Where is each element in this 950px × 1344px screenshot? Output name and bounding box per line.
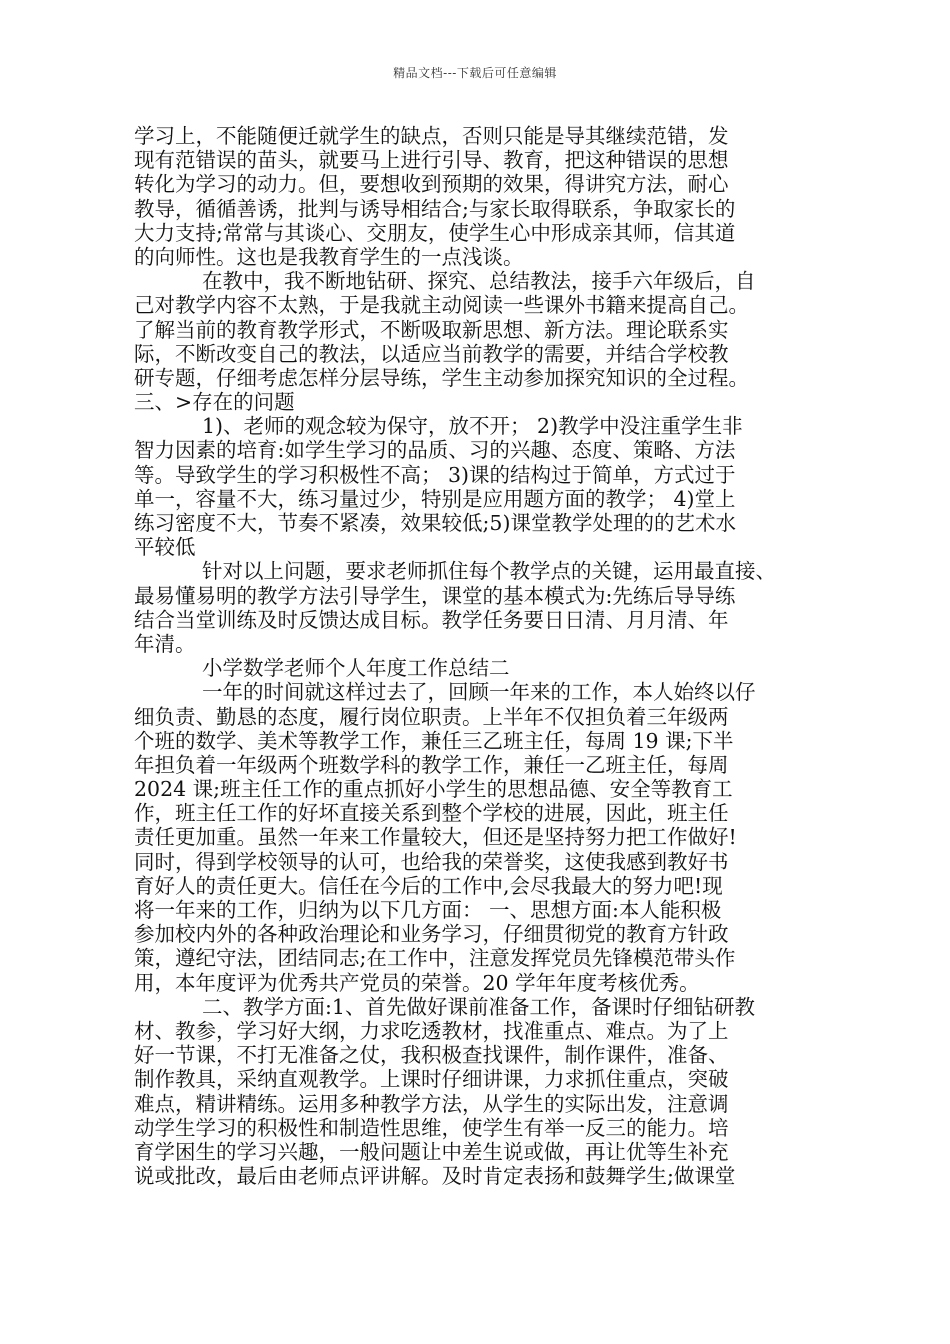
text-line: 2024 课;班主任工作的重点抓好小学生的思想品德、安全等教育工 [134, 777, 733, 802]
text-line: 策，遵纪守法，团结同志;在工作中，注意发挥党员先锋模范带头作 [134, 946, 736, 971]
text-line: 单一，容量不大，练习量过少，特别是应用题方面的教学； 4)堂上 [134, 486, 736, 511]
text-line: 细负责、勤恳的态度，履行岗位职责。上半年不仅担负着三年级两 [134, 704, 729, 729]
page-header: 精品文档---下载后可任意编辑 [393, 66, 557, 80]
text-line: 平较低 [134, 535, 196, 560]
text-line: 说或批改，最后由老师点评讲解。及时肯定表扬和鼓舞学生;做课堂 [134, 1164, 736, 1189]
text-line: 大力支持;常常与其谈心、交朋友，使学生心中形成亲其师，信其道 [134, 220, 736, 245]
text-line: 育好人的责任更大。信任在今后的工作中,会尽我最大的努力吧!现 [134, 873, 723, 898]
text-line: 结合当堂训练及时反馈达成目标。教学任务要日日清、月月清、年 [134, 607, 729, 632]
text-line: 三、>存在的问题 [134, 390, 295, 415]
text-line: 在教中，我不断地钻研、探究、总结教法，接手六年级后，自 [202, 269, 756, 294]
text-line: 责任更加重。虽然一年来工作量较大，但还是坚持努力把工作做好! [134, 825, 737, 850]
text-line: 1)、老师的观念较为保守，放不开； 2)教学中没注重学生非 [202, 414, 743, 439]
text-line: 际，不断改变自己的教法，以适应当前教学的需要，并结合学校教 [134, 341, 729, 366]
text-line: 材、教参，学习好大纲，力求吃透教材，找准重点、难点。为了上 [134, 1018, 729, 1043]
text-line: 的向师性。这也是我教育学生的一点浅谈。 [134, 244, 524, 269]
text-line: 小学数学老师个人年度工作总结二 [202, 656, 510, 681]
text-line: 最易懂易明的教学方法引导学生，课堂的基本模式为:先练后导导练 [134, 583, 736, 608]
text-line: 参加校内外的各种政治理论和业务学习，仔细贯彻党的教育方针政 [134, 922, 729, 947]
text-line: 己对教学内容不太熟，于是我就主动阅读一些课外书籍来提高自己。 [134, 293, 749, 318]
text-line: 年清。 [134, 631, 196, 656]
text-line: 同时，得到学校领导的认可，也给我的荣誉奖，这使我感到教好书 [134, 849, 729, 874]
text-line: 用，本年度评为优秀共产党员的荣誉。20 学年年度考核优秀。 [134, 970, 700, 995]
text-line: 学习上，不能随便迁就学生的缺点，否则只能是导其继续范错，发 [134, 124, 729, 148]
text-line: 一年的时间就这样过去了，回顾一年来的工作，本人始终以仔 [202, 680, 756, 705]
text-line: 难点，精讲精练。运用多种教学方法，从学生的实际出发，注意调 [134, 1091, 729, 1116]
text-line: 好一节课，不打无准备之仗，我积极查找课件，制作课件，准备、 [134, 1043, 729, 1068]
text-line: 作，班主任工作的好坏直接关系到整个学校的进展，因此，班主任 [134, 801, 729, 826]
text-line: 转化为学习的动力。但，要想收到预期的效果，得讲究方法，耐心 [134, 172, 729, 197]
text-line: 针对以上问题，要求老师抓住每个教学点的关键，运用最直接、 [202, 559, 776, 584]
text-line: 现有范错误的苗头，就要马上进行引导、教育，把这种错误的思想 [134, 148, 729, 173]
document-body [134, 124, 824, 1188]
text-line: 动学生学习的积极性和制造性思维，使学生有举一反三的能力。培 [134, 1115, 729, 1140]
text-line: 教导，循循善诱，批判与诱导相结合;与家长取得联系，争取家长的 [134, 196, 736, 221]
text-line: 二、教学方面:1、首先做好课前准备工作，备课时仔细钻研教 [202, 994, 755, 1019]
text-line: 练习密度不大，节奏不紧凑，效果较低;5)课堂教学处理的的艺术水 [134, 511, 736, 535]
text-line: 等。导致学生的学习积极性不高； 3)课的结构过于简单，方式过于 [134, 462, 736, 487]
text-line: 育学困生的学习兴趣，一般问题让中差生说或做，再让优等生补充 [134, 1139, 729, 1164]
text-line: 将一年来的工作，归纳为以下几方面： 一、思想方面:本人能积极 [134, 898, 722, 922]
text-line: 了解当前的教育教学形式，不断吸取新思想、新方法。理论联系实 [134, 317, 729, 342]
text-line: 制作教具，采纳直观教学。上课时仔细讲课，力求抓住重点，突破 [134, 1067, 729, 1092]
text-line: 个班的数学、美术等教学工作，兼任三乙班主任，每周 19 课;下半 [134, 728, 734, 753]
text-line: 年担负着一年级两个班数学科的教学工作，兼任一乙班主任，每周 [134, 752, 729, 777]
text-line: 研专题，仔细考虑怎样分层导练，学生主动参加探究知识的全过程。 [134, 365, 749, 390]
text-line: 智力因素的培育:如学生学习的品质、习的兴趣、态度、策略、方法 [134, 438, 736, 463]
